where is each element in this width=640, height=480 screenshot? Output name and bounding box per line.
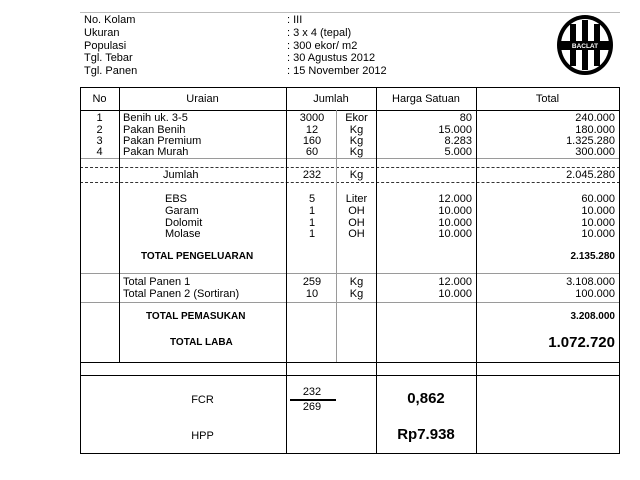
row-unit: Liter [345, 193, 368, 205]
hpp-label: HPP [191, 430, 214, 442]
jumlah-label: Jumlah [163, 169, 199, 181]
jumlah-unit: Kg [349, 169, 364, 181]
jumlah-total: 2.045.280 [566, 169, 615, 181]
hpp-value: Rp7.938 [397, 426, 455, 443]
row-uraian: Pakan Benih [123, 124, 186, 136]
row-unit: Ekor [345, 112, 368, 124]
col-header-no: No [92, 93, 107, 105]
row-qty: 160 [302, 135, 322, 147]
row-no: 2 [96, 124, 103, 136]
row-no: 1 [96, 112, 103, 124]
logo-text: BACLAT [571, 43, 599, 50]
row-qty: 1 [308, 228, 316, 240]
row-unit: Kg [349, 276, 364, 288]
row-qty: 60 [305, 146, 319, 158]
row-harga: 10.000 [438, 288, 472, 300]
row-uraian: Total Panen 1 [123, 276, 191, 288]
row-unit: Kg [349, 146, 364, 158]
row-total: 100.000 [575, 288, 615, 300]
row-unit: Kg [349, 288, 364, 300]
col-header-jumlah: Jumlah [313, 93, 349, 105]
row-uraian: Garam [165, 205, 199, 217]
info-value-ukuran: : 3 x 4 (tepal) [287, 27, 352, 39]
info-label-ukuran: Ukuran [84, 27, 120, 39]
row-harga: 12.000 [438, 193, 472, 205]
row-unit: OH [348, 217, 365, 229]
row-total: 60.000 [581, 193, 615, 205]
row-harga: 15.000 [438, 124, 472, 136]
row-no: 3 [96, 135, 103, 147]
row-harga: 12.000 [438, 276, 472, 288]
row-harga: 80 [459, 112, 472, 124]
jumlah-qty: 232 [302, 169, 322, 181]
row-uraian: Pakan Murah [123, 146, 189, 158]
row-unit: OH [348, 228, 365, 240]
pengeluaran-label: TOTAL PENGELUARAN [141, 251, 254, 262]
fcr-numerator: 232 [302, 386, 322, 398]
fcr-label: FCR [191, 394, 214, 406]
info-label-kolam: No. Kolam [84, 14, 136, 26]
col-header-total: Total [535, 93, 560, 105]
row-qty: 259 [302, 276, 322, 288]
row-uraian: Total Panen 2 (Sortiran) [123, 288, 240, 300]
row-qty: 3000 [299, 112, 325, 124]
pengeluaran-total: 2.135.280 [570, 251, 615, 262]
info-value-populasi: : 300 ekor/ m2 [287, 40, 358, 52]
laba-total: 1.072.720 [548, 334, 615, 351]
row-uraian: Dolomit [165, 217, 203, 229]
row-no: 4 [96, 146, 103, 158]
col-header-uraian: Uraian [186, 93, 219, 105]
pemasukan-total: 3.208.000 [570, 311, 615, 322]
row-qty: 10 [305, 288, 319, 300]
row-harga: 8.283 [444, 135, 472, 147]
row-qty: 1 [308, 217, 316, 229]
info-label-panen: Tgl. Panen [84, 65, 138, 77]
row-unit: Kg [349, 135, 364, 147]
info-value-kolam: : III [287, 14, 303, 26]
row-uraian: Pakan Premium [123, 135, 202, 147]
row-harga: 10.000 [438, 217, 472, 229]
row-harga: 5.000 [444, 146, 472, 158]
fcr-value: 0,862 [407, 390, 445, 407]
row-qty: 12 [305, 124, 319, 136]
row-harga: 10.000 [438, 205, 472, 217]
row-total: 240.000 [575, 112, 615, 124]
laba-label: TOTAL LABA [170, 337, 233, 348]
row-harga: 10.000 [438, 228, 472, 240]
info-label-tebar: Tgl. Tebar [84, 52, 133, 64]
row-qty: 5 [308, 193, 316, 205]
row-total: 1.325.280 [566, 135, 615, 147]
info-label-populasi: Populasi [84, 40, 127, 52]
row-total: 10.000 [581, 228, 615, 240]
baclat-logo-icon [556, 14, 614, 76]
row-uraian: Molase [165, 228, 201, 240]
row-qty: 1 [308, 205, 316, 217]
row-unit: Kg [349, 124, 364, 136]
info-value-panen: : 15 November 2012 [287, 65, 387, 77]
info-value-tebar: : 30 Agustus 2012 [287, 52, 376, 64]
row-unit: OH [348, 205, 365, 217]
col-header-harga: Harga Satuan [392, 93, 460, 105]
row-total: 300.000 [575, 146, 615, 158]
row-total: 10.000 [581, 217, 615, 229]
row-uraian: EBS [165, 193, 188, 205]
pemasukan-label: TOTAL PEMASUKAN [146, 311, 246, 322]
row-uraian: Benih uk. 3-5 [123, 112, 188, 124]
row-total: 3.108.000 [566, 276, 615, 288]
row-total: 180.000 [575, 124, 615, 136]
fcr-denominator: 269 [302, 401, 322, 413]
row-total: 10.000 [581, 205, 615, 217]
